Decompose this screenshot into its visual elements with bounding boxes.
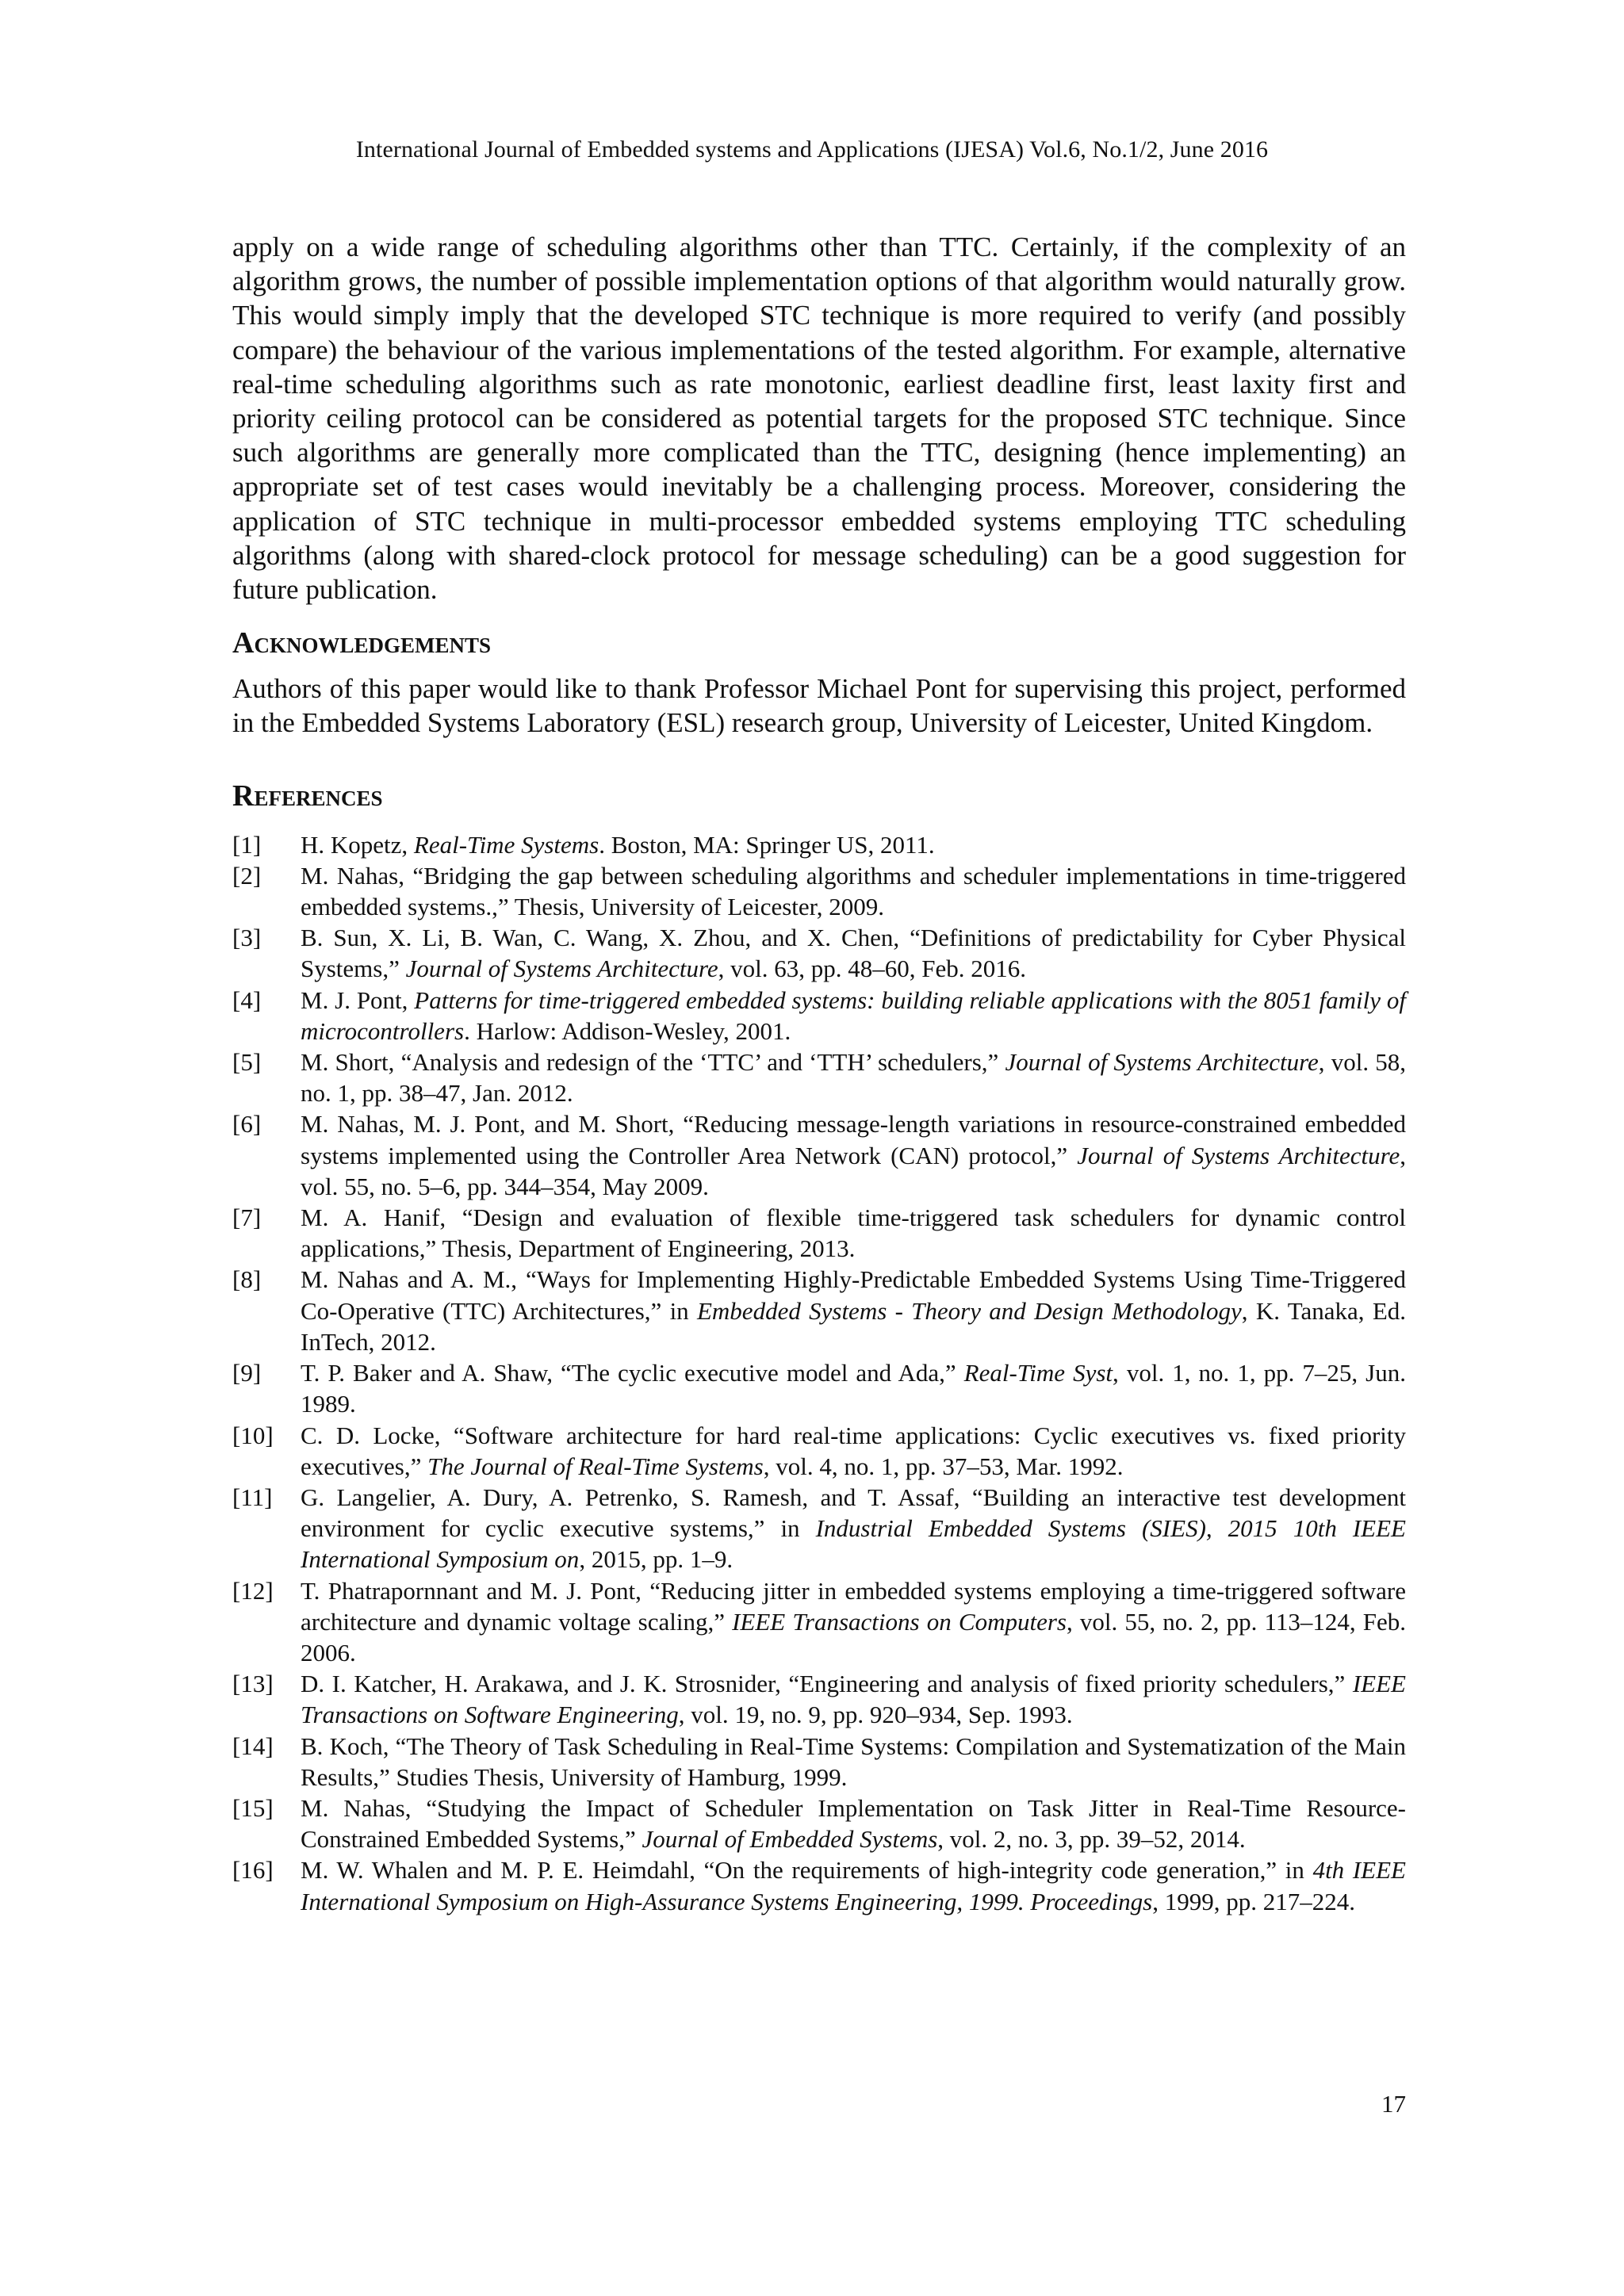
reference-segment: , vol. 19, no. 9, pp. 920–934, Sep. 1993. [678, 1701, 1073, 1729]
reference-text [301, 1575, 1406, 1669]
reference-segment: H. Kopetz, [301, 830, 414, 859]
reference-italic-segment: The Journal of Real-Time Systems [427, 1452, 764, 1480]
reference-segment: , vol. 1, no. 1, pp. 7–25, Jun. 1989. [301, 1359, 1406, 1418]
references-heading: References [232, 779, 383, 813]
reference-item [232, 860, 1406, 922]
reference-text [301, 1668, 1406, 1730]
reference-segment: , vol. 58, no. 1, pp. 38–47, Jan. 2012. [301, 1048, 1406, 1108]
reference-italic-segment: Embedded Systems - Theory and Design Methodology [696, 1296, 1242, 1325]
reference-item [232, 922, 1406, 984]
page-content [232, 230, 1406, 1917]
reference-segment: C. D. Locke, “Software architecture for hard real-time applications: Cyclic executives vs. fixed priority executives,” [301, 1421, 1406, 1480]
reference-item [232, 1420, 1406, 1482]
reference-italic-segment: Journal of Systems Architecture [405, 955, 718, 983]
reference-text [301, 1047, 1406, 1108]
reference-text [301, 1357, 1406, 1419]
reference-number: [14] [232, 1732, 274, 1760]
reference-segment: , vol. 4, no. 1, pp. 37–53, Mar. 1992. [763, 1452, 1124, 1480]
reference-segment: D. I. Katcher, H. Arakawa, and J. K. Strosnider, “Engineering and analysis of fixed priority schedulers,” [301, 1670, 1353, 1698]
reference-text [301, 1202, 1406, 1264]
reference-number: [8] [232, 1265, 262, 1294]
reference-italic-segment: 4th IEEE International Symposium on High-Assurance Systems Engineering, 1999. Proceedings [301, 1856, 1406, 1915]
reference-number: [6] [232, 1110, 262, 1138]
reference-segment: M. J. Pont, [301, 985, 415, 1014]
reference-italic-segment: Journal of Systems Architecture [1077, 1141, 1400, 1169]
reference-item [232, 1854, 1406, 1916]
reference-segment: M. Short, “Analysis and redesign of the ‘TTC’ and ‘TTH’ schedulers,” [301, 1048, 1005, 1077]
reference-item [232, 1108, 1406, 1202]
reference-segment: . Boston, MA: Springer US, 2011. [599, 830, 935, 859]
reference-italic-segment: Industrial Embedded Systems (SIES), 2015 10th IEEE International Symposium on [301, 1514, 1406, 1574]
reference-segment: M. Nahas, “Bridging the gap between scheduling algorithms and scheduler implementations in time-triggered embedded systems.,” Thesis, University of Leicester, 2009. [301, 861, 1406, 921]
reference-segment: T. Phatrapornnant and M. J. Pont, “Reducing jitter in embedded systems employing a time-triggered software architecture and dynamic voltage scaling,” [301, 1576, 1406, 1636]
reference-item [232, 1731, 1406, 1793]
reference-segment: G. Langelier, A. Dury, A. Petrenko, S. Ramesh, and T. Assaf, “Building an interactive test development environment for cyclic executive systems,” in [301, 1483, 1406, 1543]
reference-segment: . Harlow: Addison-Wesley, 2001. [464, 1016, 791, 1045]
reference-segment: B. Koch, “The Theory of Task Scheduling in Real-Time Systems: Compilation and Systematization of the Main Results,” Studies Thesis, University of Hamburg, 1999. [301, 1732, 1406, 1791]
reference-italic-segment: Journal of Embedded Systems [642, 1825, 938, 1854]
reference-text [301, 1108, 1406, 1202]
reference-item [232, 1357, 1406, 1419]
reference-segment: , vol. 63, pp. 48–60, Feb. 2016. [718, 955, 1027, 983]
reference-number: [10] [232, 1421, 274, 1449]
reference-italic-segment: Real-Time Syst [963, 1359, 1113, 1387]
reference-text [301, 922, 1406, 984]
reference-item [232, 1202, 1406, 1264]
reference-number: [9] [232, 1359, 262, 1387]
reference-item [232, 985, 1406, 1047]
acknowledgements-heading: Acknowledgements [232, 626, 491, 660]
reference-number: [15] [232, 1793, 274, 1822]
reference-text [301, 1793, 1406, 1854]
reference-item [232, 1668, 1406, 1730]
reference-number: [16] [232, 1856, 274, 1885]
reference-segment: , 2015, pp. 1–9. [579, 1545, 733, 1574]
reference-number: [2] [232, 861, 262, 890]
reference-number: [11] [232, 1483, 273, 1511]
reference-segment: , vol. 2, no. 3, pp. 39–52, 2014. [937, 1825, 1246, 1854]
reference-text [301, 1731, 1406, 1793]
reference-segment: M. Nahas, “Studying the Impact of Scheduler Implementation on Task Jitter in Real-Time Resource-Constrained Embedded Systems,” [301, 1793, 1406, 1854]
reference-segment: , 1999, pp. 217–224. [1152, 1887, 1355, 1915]
reference-number: [12] [232, 1576, 274, 1605]
page-number: 17 [1381, 2090, 1406, 2118]
reference-number: [13] [232, 1670, 274, 1698]
reference-item [232, 1575, 1406, 1669]
reference-italic-segment: Real-Time Systems [413, 830, 599, 859]
reference-number: [1] [232, 830, 262, 859]
reference-number: [3] [232, 924, 262, 952]
reference-item [232, 1264, 1406, 1357]
reference-number: [7] [232, 1203, 262, 1232]
reference-segment: M. A. Hanif, “Design and evaluation of flexible time-triggered task schedulers for dynamic control applications,” Thesis, Department of Engineering, 2013. [301, 1203, 1406, 1263]
reference-segment: T. P. Baker and A. Shaw, “The cyclic executive model and Ada,” [301, 1359, 964, 1387]
reference-text [301, 985, 1406, 1047]
reference-text [301, 1420, 1406, 1482]
reference-segment: , vol. 55, no. 2, pp. 113–124, Feb. 2006. [301, 1607, 1406, 1667]
journal-header: International Journal of Embedded systems and Applications (IJESA) Vol.6, No.1/2, June 2016 [355, 136, 1269, 163]
reference-text [301, 1482, 1406, 1575]
reference-item [232, 829, 1406, 860]
reference-item [232, 1482, 1406, 1575]
reference-segment: M. Nahas and A. M., “Ways for Implementing Highly-Predictable Embedded Systems Using Time-Triggered Co-Operative (TTC) Architectures,” in [301, 1265, 1406, 1325]
intro-paragraph: apply on a wide range of scheduling algorithms other than TTC. Certainly, if the complexity of an algorithm grows, the number of possible implementation options of that algorithm would naturally grow. This would simply imply that the developed STC technique is more required to verify (and possibly compare) the behaviour of the various implementations of the tested algorithm. For example, alternative real-time scheduling algorithms such as rate monotonic, earliest deadline first, least laxity first and priority ceiling protocol can be considered as potential targets for the proposed STC technique. Since such algorithms are generally more complicated than the TTC, designing (hence implementing) an appropriate set of test cases would inevitably be a challenging process. Moreover, considering the application of STC technique in multi-processor embedded systems employing TTC scheduling algorithms (along with shared-clock protocol for message scheduling) can be a good suggestion for future publication. [232, 232, 1406, 606]
reference-text [301, 829, 1406, 860]
reference-italic-segment: IEEE Transactions on Computers [732, 1607, 1067, 1636]
reference-italic-segment: IEEE Transactions on Software Engineering [301, 1670, 1406, 1729]
reference-item [232, 1793, 1406, 1854]
reference-italic-segment: Journal of Systems Architecture [1005, 1048, 1319, 1077]
reference-segment: M. W. Whalen and M. P. E. Heimdahl, “On the requirements of high-integrity code generation,” in [301, 1856, 1313, 1885]
reference-number: [4] [232, 985, 262, 1014]
reference-item [232, 1047, 1406, 1108]
reference-text [301, 860, 1406, 922]
reference-text [301, 1264, 1406, 1357]
reference-list [232, 829, 1406, 1917]
reference-number: [5] [232, 1048, 262, 1077]
reference-italic-segment: Patterns for time-triggered embedded systems: building reliable applications with the 8051 family of microcontrollers [301, 985, 1406, 1045]
reference-segment: , vol. 55, no. 5–6, pp. 344–354, May 2009. [301, 1141, 1406, 1200]
reference-segment: B. Sun, X. Li, B. Wan, C. Wang, X. Zhou, and X. Chen, “Definitions of predictability for Cyber Physical Systems,” [301, 924, 1406, 983]
acknowledgements-body: Authors of this paper would like to thank Professor Michael Pont for supervising this project, performed in the Embedded Systems Laboratory (ESL) research group, University of Leicester, United Kingdom. [232, 673, 1406, 739]
reference-segment: , K. Tanaka, Ed. InTech, 2012. [301, 1296, 1406, 1356]
reference-segment: M. Nahas, M. J. Pont, and M. Short, “Reducing message-length variations in resource-constrained embedded systems implemented using the Controller Area Network (CAN) protocol,” [301, 1110, 1406, 1169]
reference-text [301, 1854, 1406, 1916]
